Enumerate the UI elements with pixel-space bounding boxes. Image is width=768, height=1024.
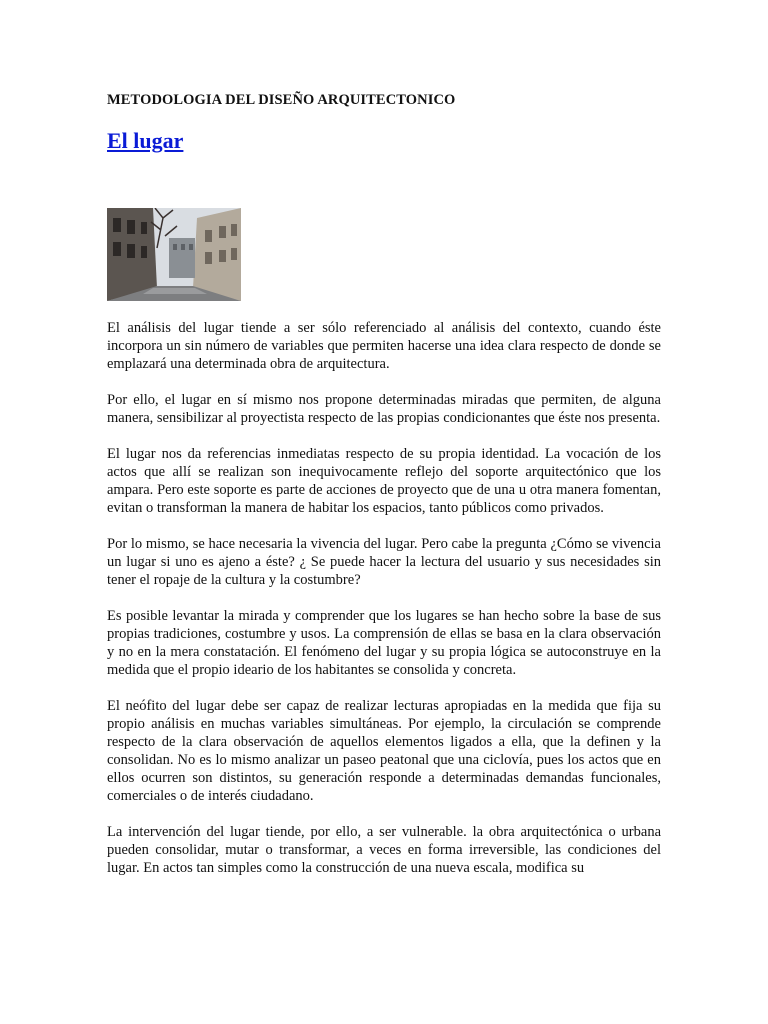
document-body bbox=[107, 319, 661, 895]
document-title: METODOLOGIA DEL DISEÑO ARQUITECTONICO bbox=[107, 92, 456, 108]
paragraph: El lugar nos da referencias inmediatas respecto de su propia identidad. La vocación de los actos que allí se realizan son inequivocamente reflejo del soporte arquitectónico que los ampara. Pero este soporte es parte de acciones de proyecto que de una u otra manera fomentan, evitan o transforman la manera de habitar los espacios, tanto públicos como privados. bbox=[107, 446, 661, 516]
paragraph: Por ello, el lugar en sí mismo nos propone determinadas miradas que permiten, de alguna manera, sensibilizar al proyectista respecto de las propias condicionantes que éste nos presenta. bbox=[107, 392, 661, 426]
paragraph: La intervención del lugar tiende, por ello, a ser vulnerable. la obra arquitectónica o urbana pueden consolidar, mutar o transformar, a veces en forma irreversible, las condiciones del lugar. En actos tan simples como la construcción de una nueva escala, modifica su bbox=[107, 824, 661, 876]
paragraph: El análisis del lugar tiende a ser sólo referenciado al análisis del contexto, cuando éste incorpora un sin número de variables que permiten hacerse una idea clara respecto de donde se emplazará una determinada obra de arquitectura. bbox=[107, 320, 661, 372]
street-photo-icon bbox=[107, 208, 241, 301]
paragraph: Por lo mismo, se hace necesaria la vivencia del lugar. Pero cabe la pregunta ¿Cómo se vivencia un lugar si uno es ajeno a éste? ¿ Se puede hacer la lectura del usuario y sus necesidades sin tener el ropaje de la cultura y la costumbre? bbox=[107, 536, 661, 588]
section-link-el-lugar[interactable]: El lugar bbox=[107, 128, 184, 153]
paragraph: Es posible levantar la mirada y comprender que los lugares se han hecho sobre la base de sus propias tradiciones, costumbre y usos. La comprensión de ellas se basa en la clara observación y no en la mera constatación. El fenómeno del lugar y su propia lógica se autoconstruye en la medida que el propio ideario de los habitantes se consolida y concreta. bbox=[107, 608, 661, 678]
paragraph: El neófito del lugar debe ser capaz de realizar lecturas apropiadas en la medida que fija su propio análisis en muchas variables simultáneas. Por ejemplo, la circulación se comprende respecto de la clara observación de aquellos elementos ligados a ella, que la definen y la consolidan. No es lo mismo analizar un paseo peatonal que una ciclovía, pues los actos que en ellos ocurren son distintos, su generación responde a determinadas demandas funcionales, comerciales o de interés ciudadano. bbox=[107, 698, 661, 804]
